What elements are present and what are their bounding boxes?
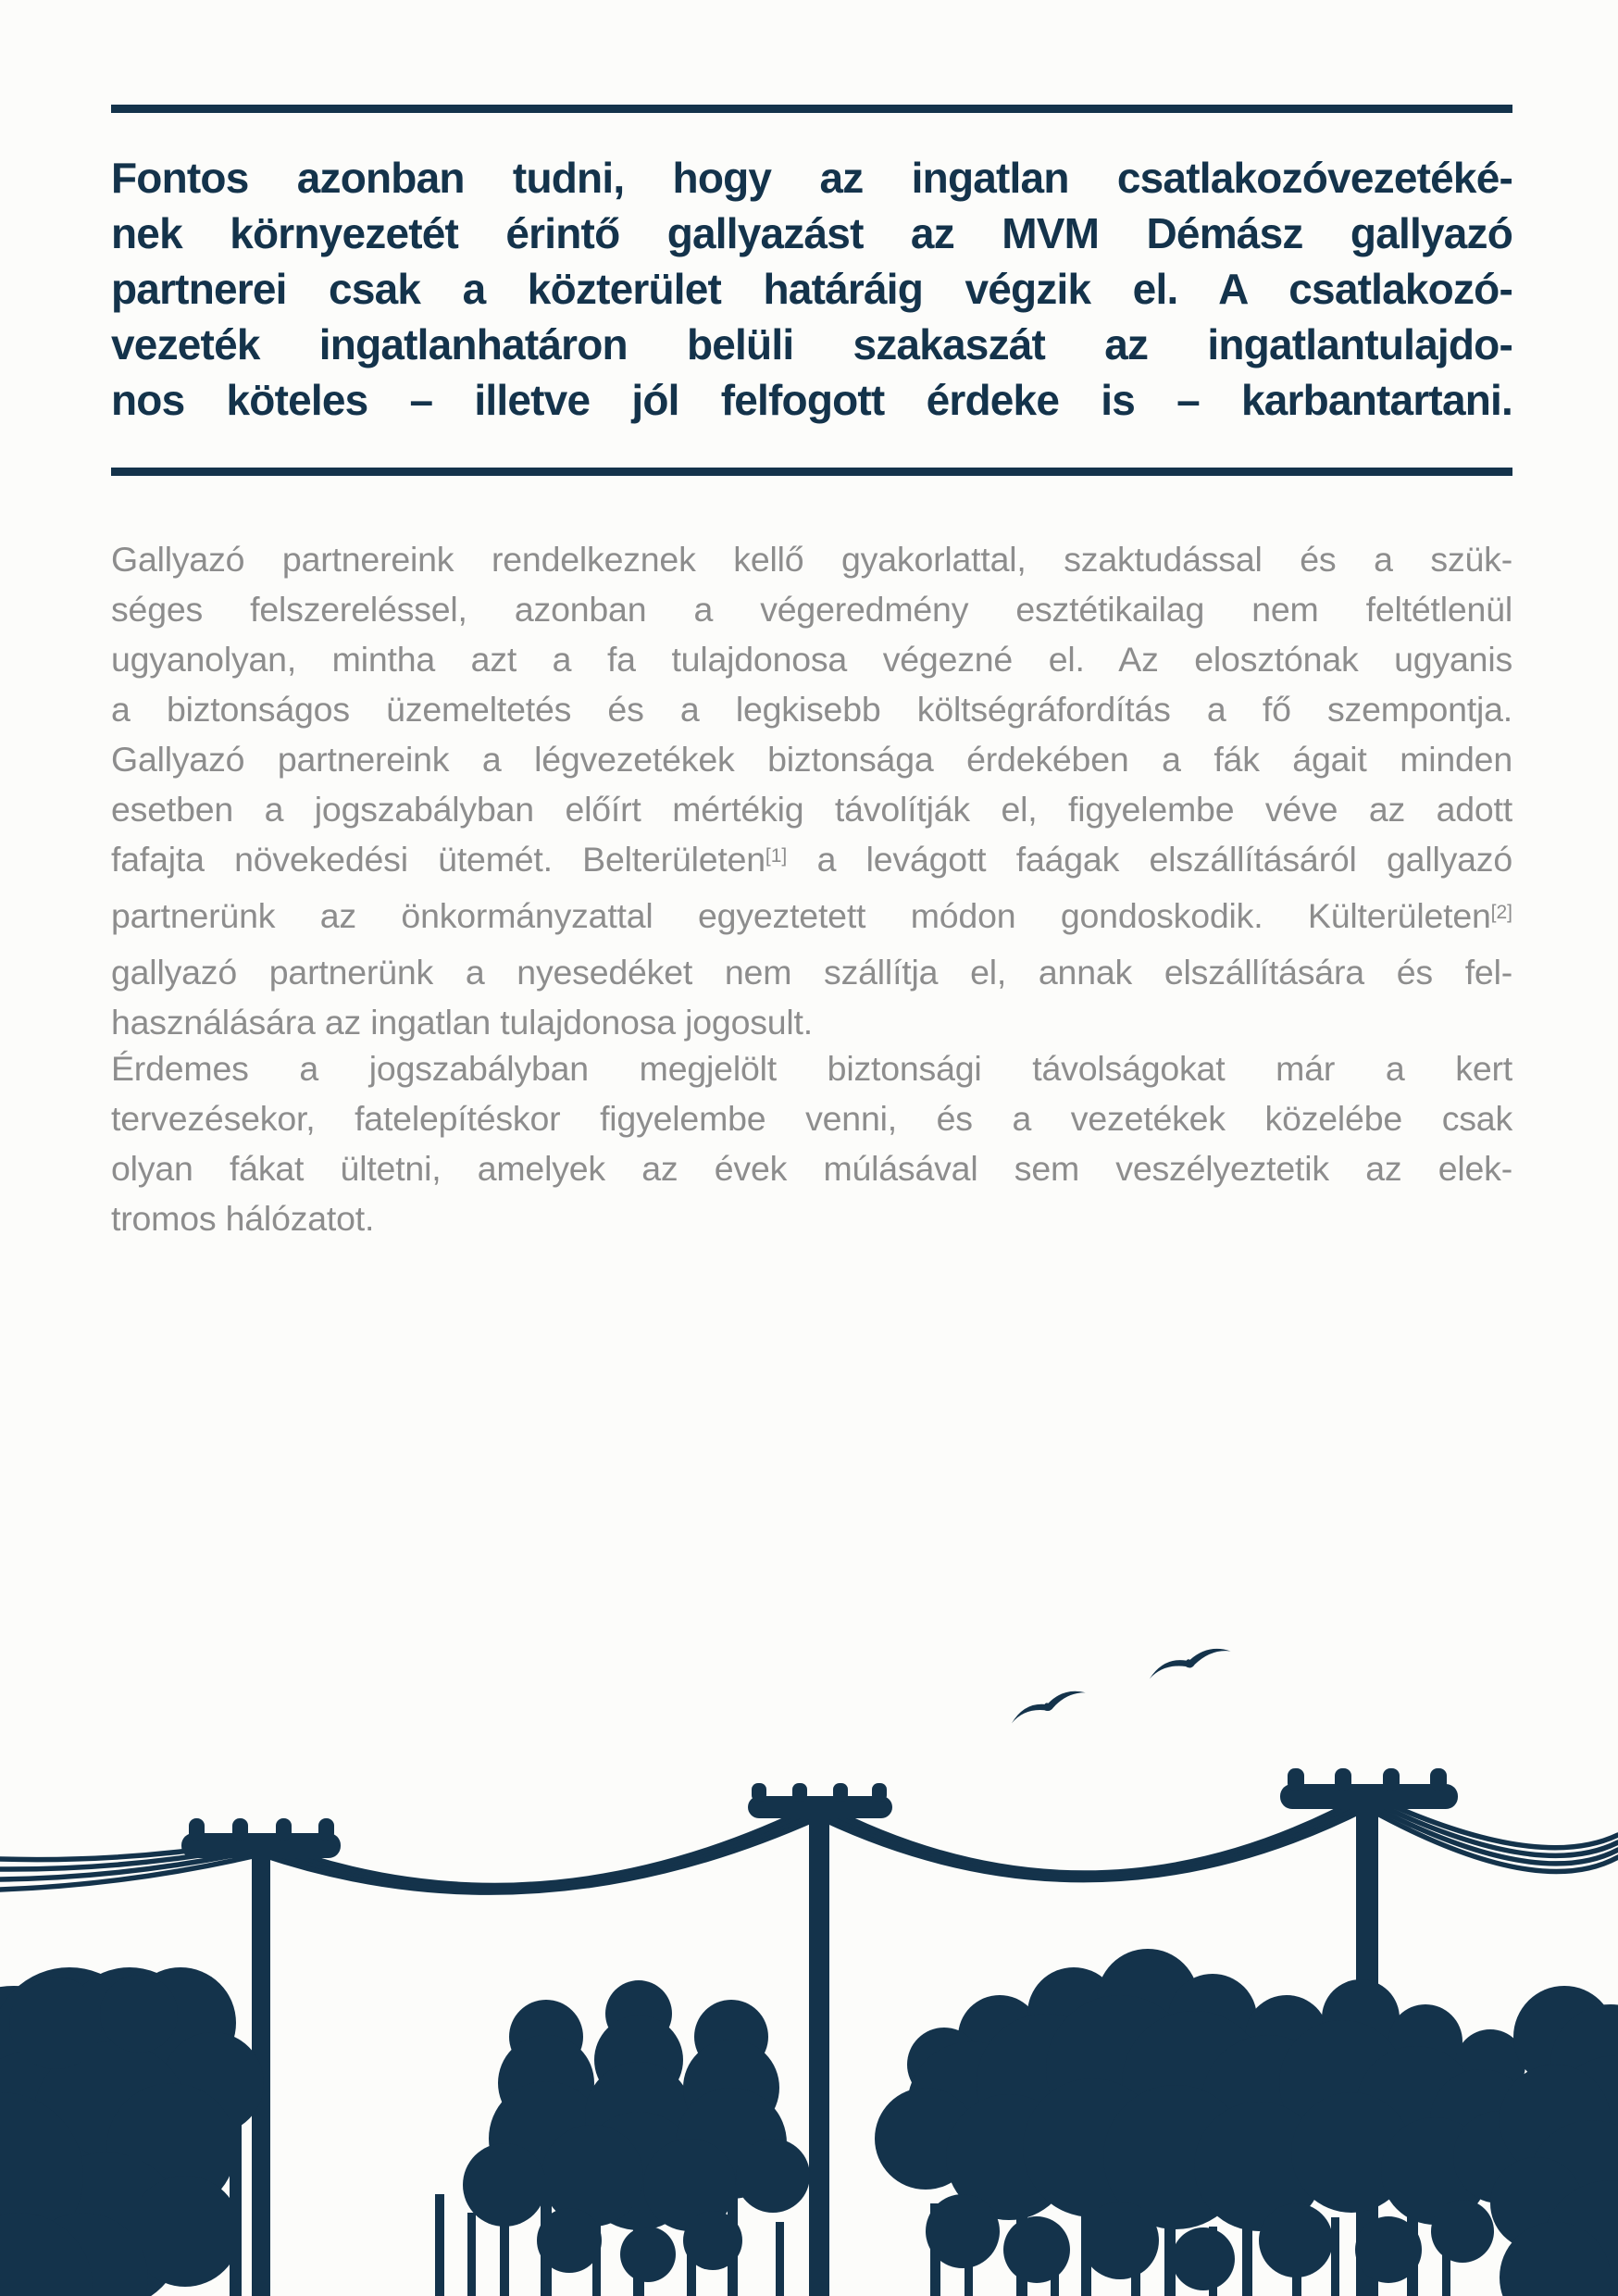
footnote-marker-1: [1]: [765, 844, 788, 867]
body-line: Gallyazó partnereink a légvezetékek biztonsága érdekében a fák ágait minden: [111, 740, 1512, 779]
body-line: [111, 891, 1512, 947]
body-line: Érdemes a jogszabályban megjelölt biztonsági távolságokat már a kert: [111, 1049, 1512, 1088]
body-paragraph-2: [111, 1043, 1512, 1243]
heading-line: partnerei csak a közterület határáig végzik el. A csatlakozó-: [111, 265, 1512, 313]
body-text: fafajta növekedési ütemét. Belterületen: [111, 840, 765, 879]
footnote-marker-2: [2]: [1490, 901, 1512, 923]
body-text: partnerünk az önkormányzattal egyeztetett módon gondoskodik. Külterületen: [111, 896, 1491, 935]
heading-line: nos köteles – illetve jól felfogott érdeke is – karbantartani.: [111, 376, 1512, 424]
heading-line: Fontos azonban tudni, hogy az ingatlan csatlakozóvezetéké-: [111, 154, 1512, 202]
body-line: ugyanolyan, mintha azt a fa tulajdonosa végezné el. Az elosztónak ugyanis: [111, 640, 1512, 679]
body-paragraph-1: [111, 534, 1512, 1047]
tree-silhouette: [0, 1967, 264, 2296]
heading-line: vezeték ingatlanhatáron belüli szakaszát az ingatlantulajdo-: [111, 320, 1512, 368]
body-line: Gallyazó partnereink rendelkeznek kellő gyakorlattal, szaktudással és a szük-: [111, 540, 1512, 579]
tree-silhouette: [435, 1980, 810, 2296]
body-line: séges felszereléssel, azonban a végeredmény esztétikailag nem feltétlenül: [111, 590, 1512, 629]
body-line: [111, 834, 1512, 891]
top-rule: [111, 105, 1512, 113]
tree-silhouette: [1490, 1986, 1618, 2296]
divider-rule: [111, 468, 1512, 476]
body-line: esetben a jogszabályban előírt mértékig távolítják el, figyelembe véve az adott: [111, 790, 1512, 829]
body-text: a levágott faágak elszállításáról gallyazó: [787, 840, 1512, 879]
bird-icon: [1007, 1687, 1088, 1723]
heading-line: nek környezetét érintő gallyazást az MVM Démász gallyazó: [111, 209, 1512, 257]
body-line: tromos hálózatot.: [111, 1199, 375, 1238]
tree-silhouette: [875, 1949, 1546, 2296]
intro-heading: [111, 150, 1512, 428]
bird-icon: [1146, 1645, 1233, 1678]
body-line: használására az ingatlan tulajdonosa jogosult.: [111, 1003, 813, 1042]
body-line: tervezésekor, fatelepítéskor figyelembe venni, és a vezetékek közelébe csak: [111, 1099, 1512, 1138]
body-line: a biztonságos üzemeltetés és a legkisebb költségráfordítás a fő szempontja.: [111, 690, 1512, 729]
power-pole-icon: [748, 1783, 892, 2296]
body-line: olyan fákat ültetni, amelyek az évek múlásával sem veszélyeztetik az elek-: [111, 1149, 1512, 1188]
powerline-trees-illustration: [0, 1602, 1618, 2296]
body-line: gallyazó partnerünk a nyesedéket nem szállítja el, annak elszállítására és fel-: [111, 953, 1512, 992]
